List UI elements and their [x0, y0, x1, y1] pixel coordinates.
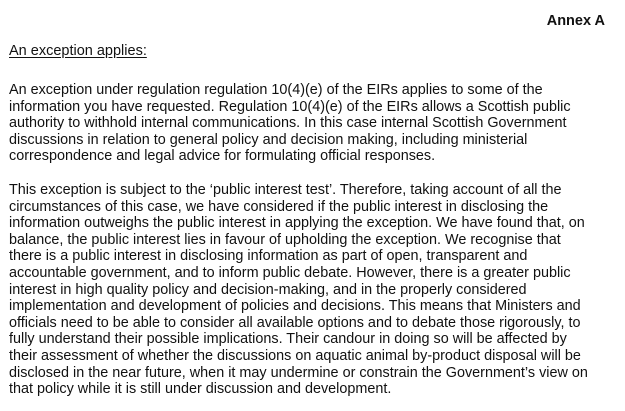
paragraph-line: their assessment of whether the discussions on aquatic animal by-product disposal will be: [9, 347, 581, 364]
paragraph-line: circumstances of this case, we have considered if the public interest in disclosing the: [9, 198, 549, 215]
paragraph-line: balance, the public interest lies in favour of upholding the exception. We recognise that: [9, 231, 561, 248]
paragraph-line: discussions in relation to general policy and decision making, including ministerial: [9, 131, 528, 148]
paragraph-line: information you have requested. Regulation 10(4)(e) of the EIRs allows a Scottish public: [9, 98, 571, 115]
paragraph-line: authority to withhold internal communications. In this case internal Scottish Government: [9, 115, 567, 132]
paragraph-exception: [9, 82, 621, 165]
paragraph-line: that policy while it is still under discussion and development.: [9, 381, 392, 398]
annex-label: Annex A: [546, 13, 605, 29]
paragraph-public-interest: [9, 182, 621, 398]
paragraph-line: accountable government, and to inform public debate. However, there is a greater public: [9, 264, 571, 281]
section-heading: An exception applies:: [9, 43, 147, 59]
paragraph-line: there is a public interest in disclosing information as part of open, transparent and: [9, 248, 528, 265]
paragraph-line: implementation and development of policies and decisions. This means that Ministers and: [9, 298, 581, 315]
paragraph-line: An exception under regulation regulation 10(4)(e) of the EIRs applies to some of the: [9, 82, 543, 98]
paragraph-line: disclosed in the near future, when it may undermine or constrain the Government’s view on: [9, 364, 588, 381]
paragraph-line: interest in high quality policy and decision-making, and in the properly considered: [9, 281, 527, 298]
paragraph-line: fully understand their possible implications. Their candour in doing so will be affected by: [9, 331, 567, 348]
paragraph-line: This exception is subject to the ‘public interest test’. Therefore, taking account of all the: [9, 182, 562, 198]
paragraph-line: information outweighs the public interest in applying the exception. We have found that, on: [9, 215, 585, 232]
paragraph-line: officials need to be able to consider all available options and to debate those rigorously, to: [9, 314, 581, 331]
paragraph-line: correspondence and legal advice for formulating official responses.: [9, 148, 436, 165]
